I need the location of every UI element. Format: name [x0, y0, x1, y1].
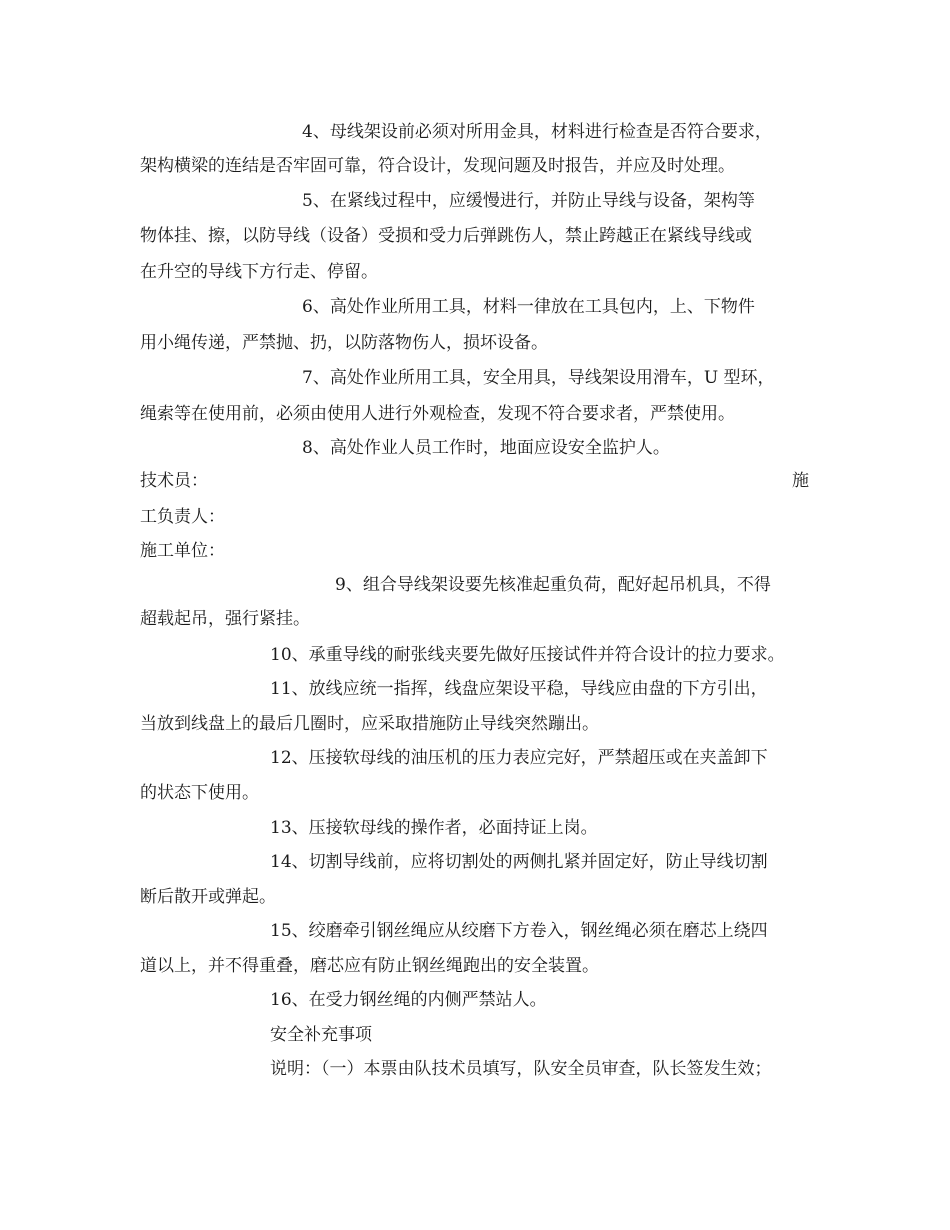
paragraph-line: 10、承重导线的耐张线夹要先做好压接试件并符合设计的拉力要求。 [270, 645, 785, 665]
paragraph-line: 5、在紧线过程中，应缓慢进行，并防止导线与设备，架构等 [302, 191, 755, 211]
paragraph-line: 架构横梁的连结是否牢固可靠，符合设计，发现问题及时报告，并应及时处理。 [140, 156, 735, 176]
signature-wrap-char: 施 [792, 471, 809, 491]
paragraph-line: 16、在受力钢丝绳的内侧严禁站人。 [270, 990, 547, 1010]
paragraph-line: 物体挂、擦，以防导线（设备）受损和受力后弹跳伤人，禁止跨越正在紧线导线或 [140, 226, 752, 246]
paragraph-line: 6、高处作业所用工具，材料一律放在工具包内，上、下物件 [302, 297, 755, 317]
paragraph-line: 在升空的导线下方行走、停留。 [140, 262, 378, 282]
paragraph-line: 绳索等在使用前，必须由使用人进行外观检查，发现不符合要求者，严禁使用。 [140, 404, 735, 424]
paragraph-line: 8、高处作业人员工作时，地面应设安全监护人。 [302, 438, 670, 458]
paragraph-line: 13、压接软母线的操作者，必面持证上岗。 [270, 818, 598, 838]
paragraph-line: 15、绞磨牵引钢丝绳应从绞磨下方卷入，钢丝绳必须在磨芯上绕四 [270, 921, 768, 941]
technician-label: 技术员： [140, 471, 208, 491]
paragraph-line: 超载起吊，强行紧挂。 [140, 609, 310, 629]
paragraph-line: 14、切割导线前，应将切割处的两侧扎紧并固定好，防止导线切割 [270, 852, 768, 872]
paragraph-line: 7、高处作业所用工具，安全用具，导线架设用滑车，U 型环， [302, 368, 775, 388]
paragraph-line: 的状态下使用。 [140, 783, 259, 803]
supplement-heading: 安全补充事项 [270, 1025, 372, 1045]
note-line: 说明：（一）本票由队技术员填写，队安全员审查，队长签发生效； [270, 1059, 772, 1079]
paragraph-line: 12、压接软母线的油压机的压力表应完好，严禁超压或在夹盖卸下 [270, 748, 768, 768]
paragraph-line: 当放到线盘上的最后几圈时，应采取措施防止导线突然蹦出。 [140, 714, 599, 734]
paragraph-line: 道以上，并不得重叠，磨芯应有防止钢丝绳跑出的安全装置。 [140, 956, 599, 976]
paragraph-line: 断后散开或弹起。 [140, 887, 276, 907]
unit-label: 施工单位： [140, 541, 225, 561]
paragraph-line: 用小绳传递，严禁抛、扔，以防落物伤人，损坏设备。 [140, 333, 548, 353]
paragraph-line: 9、组合导线架设要先核准起重负荷，配好起吊机具，不得 [335, 575, 771, 595]
paragraph-line: 4、母线架设前必须对所用金具，材料进行检查是否符合要求， [302, 122, 772, 142]
paragraph-line: 11、放线应统一指挥，线盘应架设平稳，导线应由盘的下方引出， [270, 679, 768, 699]
manager-label: 工负责人： [140, 507, 225, 527]
